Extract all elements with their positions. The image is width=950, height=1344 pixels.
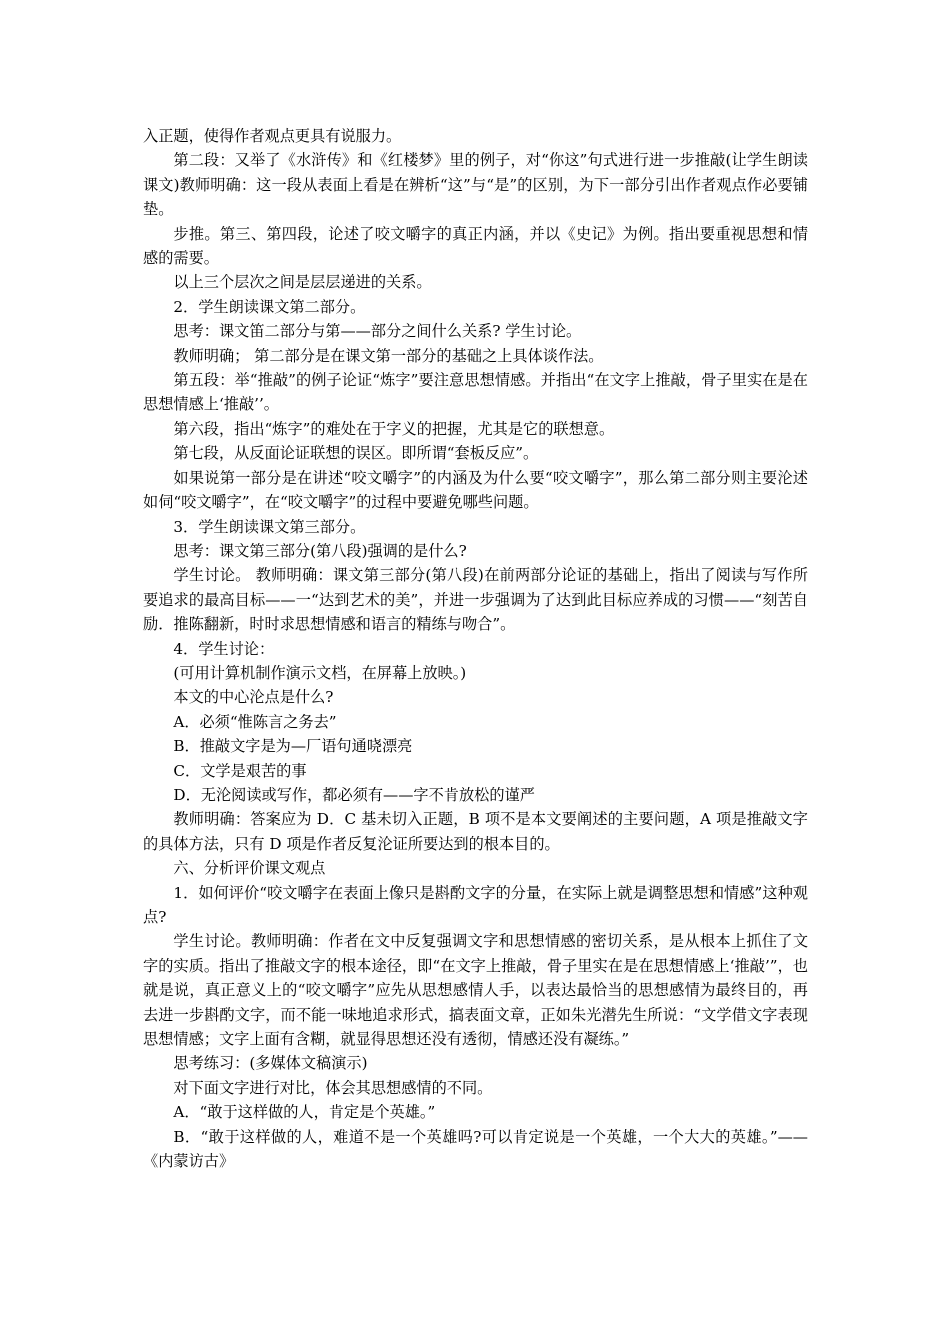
option-c: C．文学是艰苦的事 (173, 761, 307, 780)
option-a: A．“敢于这样做的人，肯定是个英雄。” (173, 1103, 436, 1122)
option-a: A．必须“惟陈言之务去” (173, 712, 337, 731)
paragraph: 如果说第一部分是在讲述“咬文嚼字”的内涵及为什么要“咬文嚼字”，那么第二部分则主要沦述如伺“咬文嚼字”，在“咬文嚼字”的过程中要避免哪些问题。 (143, 468, 808, 512)
paragraph: 思考练习：(多媒体文稿演示) (173, 1054, 368, 1073)
paragraph: 第二段：又举了《水浒传》和《红楼梦》里的例子，对“你这”句式进行进一步推敲(让学生朗读课文)教师明确：这一段从表面上看是在辨析“这”与“是”的区别，为下一部分引出作者观点作必要铺垫。 (143, 151, 808, 219)
question: 本文的中心沦点是什么? (173, 688, 334, 707)
paragraph: 入正题，使得作者观点更具有说服力。 (143, 127, 402, 145)
document-body (143, 124, 808, 1173)
paragraph: 第六段，指出“炼字”的难处在于字义的把握，尤其是它的联想意。 (173, 419, 615, 438)
paragraph: (可用计算机制作演示文档，在屏幕上放映。) (173, 663, 467, 682)
paragraph: 以上三个层次之间是层层递进的关系。 (173, 273, 432, 292)
paragraph: 思考：课文笛二部分与第——部分之间什么关系? 学生讨论。 (173, 322, 582, 341)
paragraph: 对下面文字进行对比，体会其思想感情的不同。 (173, 1078, 493, 1097)
section-heading: 六、分析评价课文观点 (173, 859, 326, 878)
paragraph: 学生讨论。教师明确：作者在文中反复强调文字和思想情感的密切关系，是从根本上抓住了文字的实质。指出了推敲文字的根本途径，即“在文字上推敲，骨子里实在是在思想情感上‘推敲’”，也就是说，真正意义上的“咬文嚼字”应先从思想感情人手，以表达最恰当的思想感情为最终目的，再去进一步斟酌文字，而不能一味地追求形式，搞表面文章，正如朱光潜先生所说：“文学借文字表现思想情感；文字上面有含糊，就显得思想还没有透彻，情感还没有凝练。” (143, 932, 808, 1049)
option-b: B．“敢于这样做的人，难道不是一个英雄吗?可以肯定说是一个英雄，一个大大的英雄。”——《内蒙访古》 (143, 1127, 808, 1171)
paragraph: 教师明确； 第二部分是在课文第一部分的基础之上具体谈作法。 (173, 346, 604, 365)
paragraph: 第七段，从反面论证联想的误区。即所谓“套板反应”。 (173, 444, 539, 463)
list-item-heading: 3．学生朗读课文第三部分。 (173, 517, 366, 536)
paragraph: 教师明确：答案应为 D．C 基未切入正题，B 项不是本文要阐述的主要问题，A 项是推敲文字的具体方法，只有 D 项是作者反复沦证所要达到的根本目的。 (143, 810, 808, 853)
option-d: D．无沦阅读或写作，都必须有——字不肯放松的谨严 (173, 785, 535, 804)
option-b: B．推敲文字是为—厂语句通哓漂亮 (173, 737, 413, 756)
paragraph: 第五段：举“推敲”的例子论证“炼字”要注意思想情感。并指出“在文字上推敲，骨子里实在是在思想情感上‘推敲’’。 (143, 371, 808, 414)
paragraph: 步推。第三、第四段，论述了咬文嚼字的真正内涵，并以《史记》为例。指出要重视思想和情感的需要。 (143, 224, 808, 268)
paragraph: 学生讨论。 教师明确：课文第三部分(第八段)在前两部分论证的基础上，指出了阅读与写作所要追求的最高目标——一“达到艺术的美”，并进一步强调为了达到此目标应养成的习惯——“刻苦自励．推陈翻新，时时求思想情感和语言的精练与吻合”。 (143, 566, 808, 634)
list-item-heading: 4．学生讨论： (173, 639, 275, 658)
question: 1．如何评价“咬文嚼字在表面上像只是斟酌文字的分量，在实际上就是调整思想和情感”这种观点? (143, 883, 808, 926)
paragraph: 思考：课文第三部分(第八段)强调的是什么? (173, 541, 467, 560)
list-item-heading: 2．学生朗读课文第二部分。 (173, 297, 366, 316)
